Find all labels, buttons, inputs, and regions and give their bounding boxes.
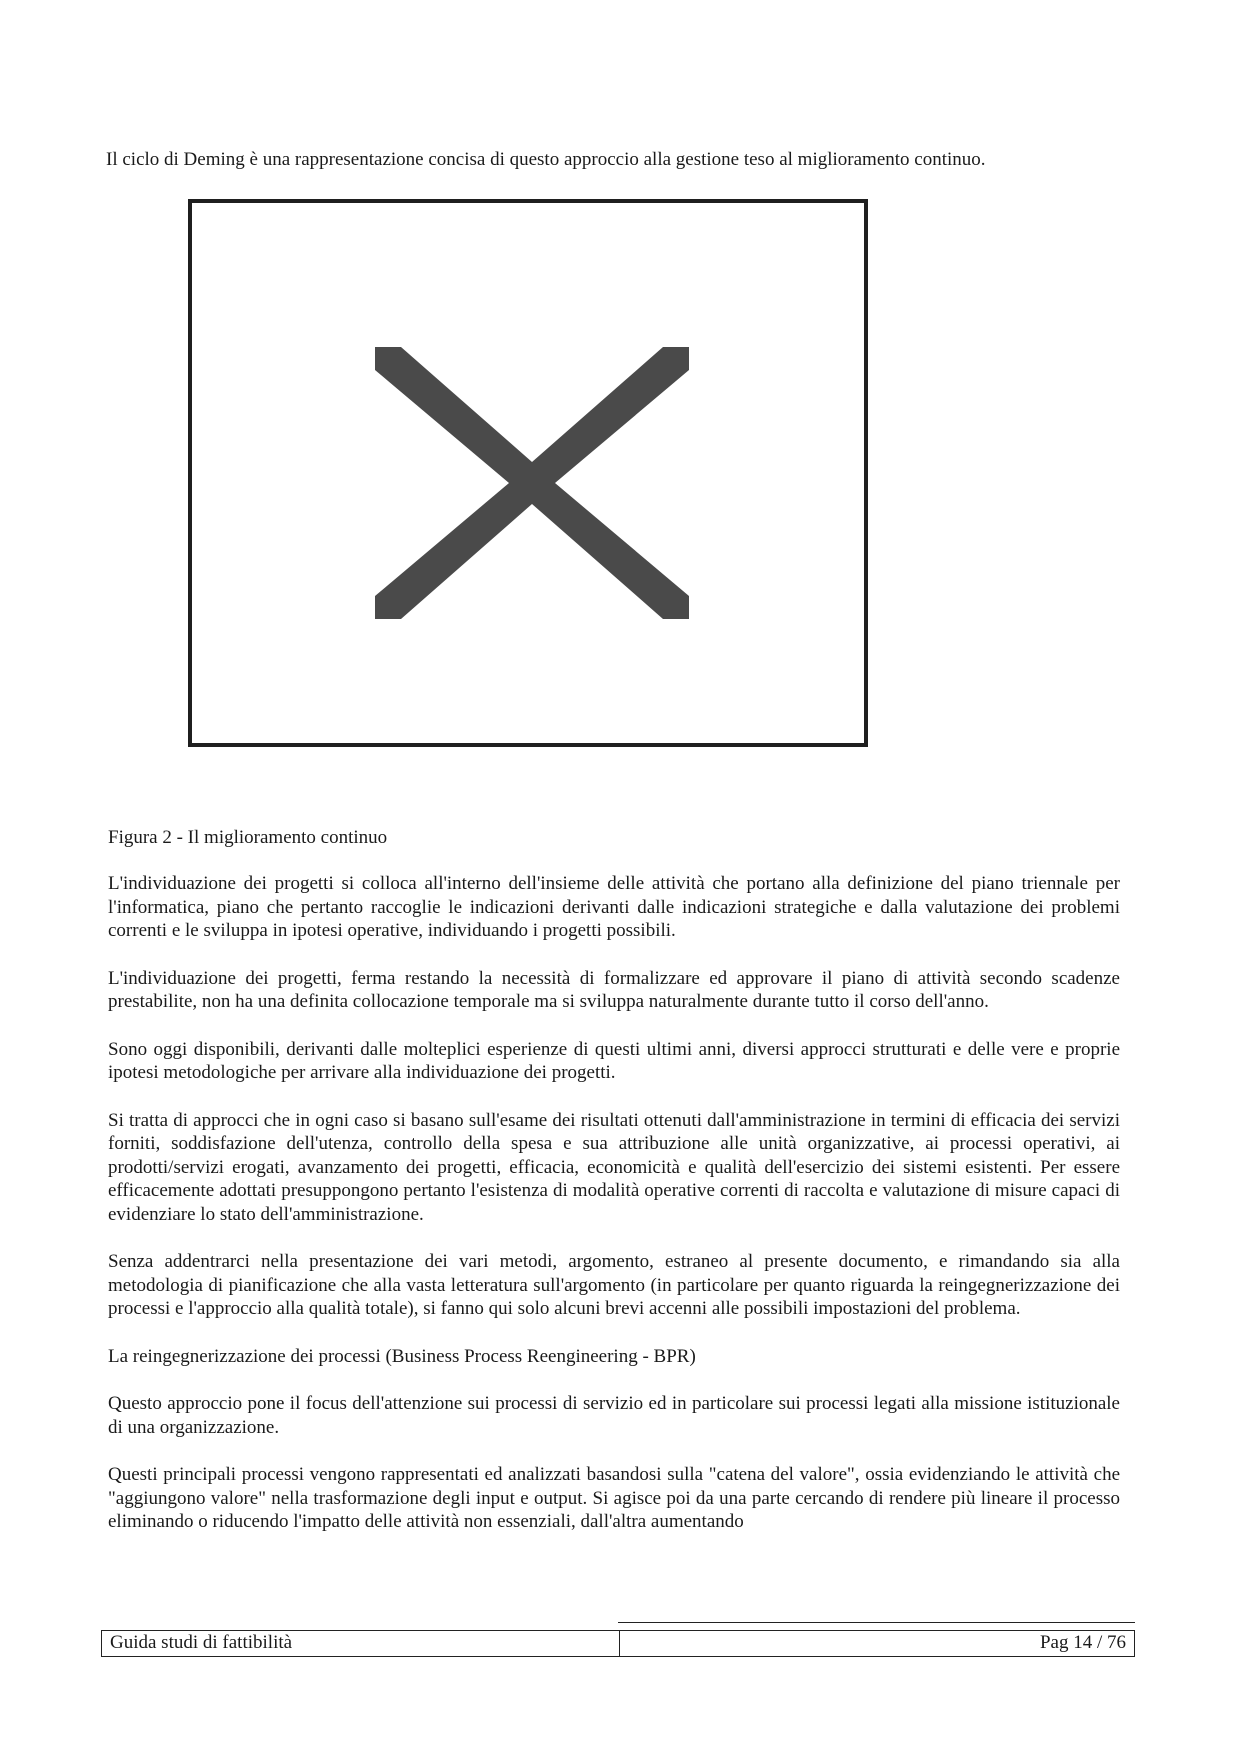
paragraph: Sono oggi disponibili, derivanti dalle molteplici esperienze di questi ultimi anni, diversi approcci strutturati e delle vere e proprie ipotesi metodologiche per arrivare alla individuazione dei progetti. bbox=[108, 1038, 1120, 1083]
page-number: Pag 14 / 76 bbox=[1039, 1632, 1126, 1653]
intro-paragraph: Il ciclo di Deming è una rappresentazione concisa di questo approccio alla gestione teso al miglioramento continuo. bbox=[106, 149, 986, 170]
footer-rule bbox=[618, 1622, 1135, 1623]
paragraph: L'individuazione dei progetti si colloca all'interno dell'insieme delle attività che portano alla definizione del piano triennale per l'informatica, piano che pertanto raccoglie le indicazioni derivanti dalle indicazioni strategiche e dalla valutazione dei problemi correnti e le sviluppa in ipotesi operative, individuando i progetti possibili. bbox=[108, 873, 1120, 941]
footer-title: Guida studi di fattibilità bbox=[102, 1631, 620, 1656]
broken-image-x-icon bbox=[192, 203, 864, 743]
figure-caption: Figura 2 - Il miglioramento continuo bbox=[108, 827, 388, 848]
section-heading: La reingegnerizzazione dei processi (Business Process Reengineering - BPR) bbox=[108, 1345, 696, 1367]
page-footer bbox=[101, 1630, 1135, 1657]
paragraph: Questo approccio pone il focus dell'attenzione sui processi di servizio ed in particolare sui processi legati alla missione istituzionale di una organizzazione. bbox=[108, 1393, 1120, 1438]
paragraph: Senza addentrarci nella presentazione dei vari metodi, argomento, estraneo al presente documento, e rimandando sia alla metodologia di pianificazione che alla vasta letteratura sull'argomento (in particolare per quanto riguarda la reingegnerizzazione dei processi e l'approccio alla qualità totale), si fanno qui solo alcuni brevi accenni alle possibili impostazioni del problema. bbox=[108, 1251, 1120, 1319]
paragraph: Si tratta di approcci che in ogni caso si basano sull'esame dei risultati ottenuti dall'amministrazione in termini di efficacia dei servizi forniti, soddisfazione dell'utenza, controllo della spesa e sua attribuzione alle unità organizzative, ai processi operativi, ai prodotti/servizi erogati, avanzamento dei progetti, efficacia, economicità e qualità dell'esercizio dei sistemi esistenti. Per essere efficacemente adottati presuppongono pertanto l'esistenza di modalità operative correnti di raccolta e valutazione di misure capaci di evidenziare lo stato dell'amministrazione. bbox=[108, 1109, 1120, 1225]
paragraph: Questi principali processi vengono rappresentati ed analizzati basandosi sulla "catena del valore", ossia evidenziando le attività che "aggiungono valore" nella trasformazione degli input e output. Si agisce poi da una parte cercando di rendere più lineare il processo eliminando o riducendo l'impatto delle attività non essenziali, dall'altra aumentando bbox=[108, 1464, 1120, 1532]
figure-placeholder bbox=[188, 199, 868, 747]
body-text bbox=[108, 872, 1120, 1558]
paragraph: L'individuazione dei progetti, ferma restando la necessità di formalizzare ed approvare il piano di attività secondo scadenze prestabilite, non ha una definita collocazione temporale ma si sviluppa naturalmente durante tutto il corso dell'anno. bbox=[108, 967, 1120, 1012]
